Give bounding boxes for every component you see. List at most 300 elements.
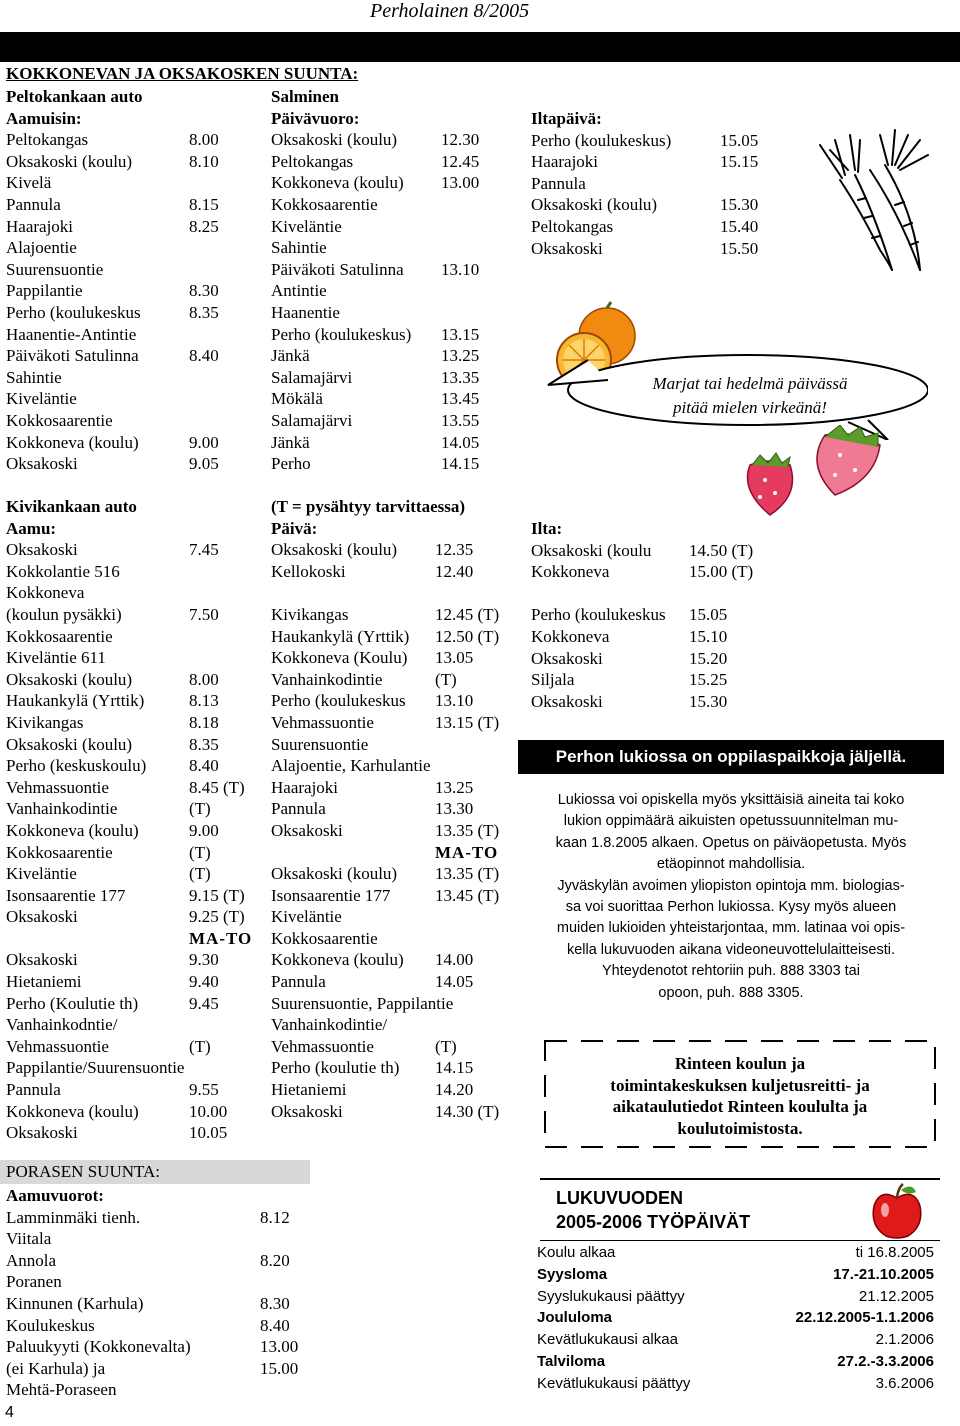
schedule-row: [271, 1036, 521, 1058]
schedule-row: [6, 280, 266, 302]
stop-name: Kiveläntie: [271, 907, 342, 927]
workday-value: ti 16.8.2005: [855, 1244, 934, 1261]
schedule-row: [6, 1036, 268, 1058]
stop-time: 8.35: [189, 302, 219, 322]
stop-time: 15.15: [720, 152, 759, 172]
column-head: [6, 86, 266, 108]
stop-time: 12.40: [435, 561, 474, 581]
workday-value: 17.-21.10.2005: [833, 1265, 934, 1283]
workday-label: Kevätlukukausi päättyy: [537, 1374, 691, 1392]
schedule-row: [271, 453, 516, 475]
workday-value: 21.12.2005: [858, 1287, 934, 1305]
stop-time: 9.05: [189, 454, 219, 474]
schedule-row: [6, 1271, 306, 1293]
stop-time: 13.05: [435, 648, 474, 668]
schedule-row: [531, 238, 791, 260]
stop-name: Oksakoski (koulu): [6, 151, 133, 171]
workdays-mid-rule: [540, 1240, 940, 1241]
stop-name: Kiveläntie 611: [6, 648, 106, 668]
schedule-row: [6, 367, 266, 389]
stop-name: Suurensuontie: [6, 259, 104, 279]
rinne-line: Rinteen koulun ja: [674, 1054, 806, 1073]
stop-name: Kivikangas: [271, 604, 349, 624]
schedule-row: [531, 216, 791, 238]
stop-name: Oksakoski: [531, 648, 603, 668]
schedule-row: [271, 885, 521, 907]
schedule-row: [271, 777, 521, 799]
stop-time: 13.15 (T): [435, 712, 500, 732]
schedule-row: [6, 1101, 268, 1123]
stop-name: Hietaniemi: [6, 972, 82, 992]
stop-time: 8.13: [189, 691, 219, 711]
schedule-row: [6, 216, 266, 238]
stop-time: 10.00: [189, 1101, 228, 1121]
schedule-row: [6, 604, 268, 626]
schedule-row: [6, 1079, 268, 1101]
stop-name: Paluukyyti (Kokkonevalta): [6, 1337, 191, 1357]
stop-time: 15.05: [689, 605, 728, 625]
stop-time: 8.00: [189, 669, 219, 689]
column-head: [6, 496, 268, 518]
stop-time: 15.30: [689, 691, 728, 711]
column-head-text: Kivikankaan auto: [6, 497, 137, 516]
stop-name: Kokkoneva (koulu): [6, 432, 139, 452]
schedule-row: [271, 151, 516, 173]
workday-row: [537, 1266, 934, 1288]
stop-time: 13.10: [441, 259, 480, 279]
stop-name: Vehmassuontie: [271, 712, 374, 732]
workday-value: 3.6.2006: [875, 1374, 934, 1392]
schedule-row: [6, 1293, 306, 1315]
schedule-row: [6, 906, 268, 928]
schedule-row: [531, 583, 791, 605]
column-subhead: [6, 518, 268, 540]
stop-name: Vanhainkodntie/: [6, 1015, 118, 1035]
stop-name: Kokkoneva (koulu): [271, 173, 404, 193]
stop-time: 14.05: [435, 972, 474, 992]
schedule-row: [6, 1336, 306, 1358]
column-subhead-text: Ilta:: [531, 519, 563, 538]
workday-row: [537, 1353, 934, 1375]
stop-name: Päiväkoti Satulinna: [6, 346, 139, 366]
column-subhead-text: Päivävuoro:: [271, 108, 360, 128]
rinne-line: toimintakeskuksen kuljetusreitti- ja: [610, 1075, 870, 1095]
stop-name: Haukankylä (Yrttik): [271, 626, 410, 646]
stop-name: Suurensuontie, Pappilantie: [271, 993, 454, 1013]
stop-name: Haarajoki: [531, 152, 599, 172]
column-head-text: Peltokankaan auto: [6, 87, 143, 106]
stop-time: 13.25: [435, 777, 474, 797]
stop-time: 8.35: [189, 734, 219, 754]
workday-row: [537, 1288, 934, 1310]
stop-time: 8.18: [189, 712, 219, 732]
stop-name: Vehmassuontie: [6, 777, 109, 797]
schedule-row: [6, 539, 268, 561]
stop-name: Oksakoski (koulu): [271, 130, 398, 150]
stop-time: 14.20: [435, 1080, 474, 1100]
schedule-row: [6, 712, 268, 734]
schedule-row: [271, 410, 516, 432]
stop-time: 13.35: [441, 367, 480, 387]
poras-table: [6, 1185, 306, 1401]
schedule-row: [6, 971, 268, 993]
schedule-row: [271, 582, 521, 604]
stop-name: Perho (koulutie th): [271, 1058, 400, 1078]
stop-time: 14.15: [441, 454, 480, 474]
stop-name: Kivikangas: [6, 712, 84, 732]
workday-label: Koulu alkaa: [537, 1244, 616, 1261]
stop-time: 13.45: [441, 389, 480, 409]
column-head: [271, 86, 516, 108]
schedule-row: [271, 842, 521, 864]
stop-time: 14.15: [435, 1058, 474, 1078]
schedule-row: [271, 949, 521, 971]
stop-name: Oksakoski: [271, 1101, 343, 1121]
schedule-row: [271, 971, 521, 993]
schedule-row: [6, 647, 268, 669]
stop-name: Vanhainkodintie: [6, 799, 118, 819]
stop-name: Kokkoneva (Koulu): [271, 648, 408, 668]
kivikangas-col1: [6, 496, 268, 1144]
stop-time: 9.00: [189, 432, 219, 452]
stop-name: Suurensuontie: [271, 734, 369, 754]
kokkoneva-col1: [6, 86, 266, 475]
schedule-row: [6, 842, 268, 864]
notice-line: kella lukuvuoden aikana videoneuvottelulaitteisesti.: [566, 941, 896, 958]
stop-name: Alajoentie, Karhulantie: [271, 756, 431, 776]
schedule-row: [271, 172, 516, 194]
schedule-row: [271, 216, 516, 238]
schedule-row: [6, 928, 268, 950]
stop-time: MA-TO: [435, 842, 499, 862]
schedule-row: [531, 604, 791, 626]
stop-name: Mehtä-Poraseen: [6, 1380, 117, 1400]
notice-line: kaan 1.8.2005 alkaen. Opetus on päiväopetusta. Myös: [555, 834, 907, 851]
stop-name: Perho (koulukeskus): [271, 324, 412, 344]
stop-name: Oksakoski (koulu): [531, 195, 658, 215]
stop-name: Jänkä: [271, 346, 310, 366]
strawberries-illustration: [730, 425, 900, 520]
stop-time: 15.20: [689, 648, 728, 668]
workday-label: Kevätlukukausi alkaa: [537, 1331, 678, 1349]
stop-name: Vanhainkodintie: [271, 669, 383, 689]
stop-time: 12.45 (T): [435, 604, 500, 624]
stop-name: Annola: [6, 1250, 57, 1270]
bubble-line2: pitää mielen virkeänä!: [673, 398, 827, 417]
stop-time: (T): [189, 1036, 211, 1056]
schedule-row: [6, 993, 268, 1015]
stop-time: 7.45: [189, 540, 219, 560]
column-subhead: [6, 108, 266, 130]
stop-time: 9.25 (T): [189, 907, 245, 927]
stop-name: Mökälä: [271, 389, 323, 409]
stop-time: (T): [435, 1036, 457, 1056]
stop-time: 15.00: [260, 1358, 299, 1378]
stop-name: Pannula: [6, 1080, 61, 1100]
publication-header: Perholainen 8/2005: [370, 0, 530, 22]
notice-line: etäopinnot mahdollisia.: [656, 856, 806, 873]
workday-label: Talviloma: [537, 1352, 606, 1370]
workday-value: 2.1.2006: [875, 1331, 934, 1349]
stop-name: Pannula: [531, 173, 586, 193]
stop-time: 8.30: [260, 1293, 290, 1313]
stop-name: Viitala: [6, 1229, 52, 1249]
schedule-row: [6, 734, 268, 756]
stop-time: 15.00 (T): [689, 562, 754, 582]
stop-name: Sahintie: [271, 238, 327, 258]
stop-name: Oksakoski: [271, 820, 343, 840]
workday-label: Joululoma: [537, 1309, 613, 1327]
stop-name: Perho (koulukeskus: [531, 605, 666, 625]
stop-name: Kiveläntie: [271, 216, 342, 236]
schedule-row: [271, 539, 521, 561]
stop-name: Kinnunen (Karhula): [6, 1293, 144, 1313]
column-subhead: [271, 108, 516, 130]
notice-line: muiden lukioiden yhteistarjontaa, mm. latinaa voi opis-: [556, 920, 906, 937]
schedule-row: [271, 690, 521, 712]
stop-name: Kokkoneva: [531, 562, 610, 582]
stop-name: Oksakoski (koulu): [271, 864, 398, 884]
stop-time: 8.25: [189, 216, 219, 236]
schedule-row: [271, 367, 516, 389]
stop-name: Perho (koulukeskus): [531, 130, 672, 150]
schedule-row: [6, 777, 268, 799]
schedule-row: [531, 194, 791, 216]
stop-name: Jänkä: [271, 432, 310, 452]
stop-time: 9.40: [189, 972, 219, 992]
kokkoneva-col3: [531, 108, 791, 259]
lukio-notice-body: [518, 790, 944, 1004]
schedule-row: [531, 691, 791, 713]
schedule-row: [271, 712, 521, 734]
stop-name: Oksakoski: [6, 950, 78, 970]
rinne-line: koulutoimistosta.: [677, 1118, 803, 1138]
stop-name: Siljala: [531, 670, 575, 690]
stop-time: 15.40: [720, 216, 759, 236]
notice-line: Jyväskylän avoimen yliopiston opintoja mm. biologias-: [557, 877, 905, 894]
stop-time: 12.35: [435, 540, 474, 560]
schedule-row: [271, 647, 521, 669]
schedule-row: [6, 1379, 306, 1401]
schedule-row: [6, 1014, 268, 1036]
rinne-box-text: [560, 1053, 920, 1139]
schedule-row: [6, 345, 266, 367]
workdays-title-line1: LUKUVUODEN: [556, 1188, 684, 1208]
schedule-row: [271, 906, 521, 928]
schedule-row: [271, 1101, 521, 1123]
stop-name: Haarajoki: [271, 777, 339, 797]
stop-time: 13.10: [435, 691, 474, 711]
stop-time: 14.50 (T): [689, 540, 754, 560]
stop-name: Vehmassuontie: [6, 1036, 109, 1056]
workday-row: [537, 1309, 934, 1331]
schedule-row: [271, 324, 516, 346]
schedule-row: [271, 259, 516, 281]
stop-name: Sahintie: [6, 367, 62, 387]
workday-label: Syysloma: [537, 1265, 608, 1283]
workdays-title: [556, 1186, 750, 1234]
schedule-row: [6, 1250, 306, 1272]
stop-time: 15.10: [689, 626, 728, 646]
stop-time: 13.00: [260, 1337, 299, 1357]
stop-name: Isonsaarentie 177: [6, 885, 126, 905]
apple-icon: [870, 1182, 924, 1240]
schedule-row: [271, 1057, 521, 1079]
stop-name: (ei Karhula) ja: [6, 1358, 106, 1378]
schedule-row: [6, 432, 266, 454]
stop-time: 13.25: [441, 346, 480, 366]
schedule-row: [6, 626, 268, 648]
workday-value: 27.2.-3.3.2006: [837, 1352, 934, 1370]
schedule-row: [6, 1057, 268, 1079]
stop-name: Oksakoski: [531, 691, 603, 711]
stop-name: Kokkosaarentie: [271, 194, 378, 214]
workdays-title-line2: 2005-2006 TYÖPÄIVÄT: [556, 1212, 751, 1232]
stop-name: Oksakoski (koulu: [531, 540, 652, 560]
stop-time: 13.15: [441, 324, 480, 344]
stop-name: Oksakoski (koulu): [271, 540, 398, 560]
speech-bubble-text: [605, 372, 895, 420]
stop-name: Kokkoneva (koulu): [6, 1101, 139, 1121]
stop-name: Perho (koulukeskus: [6, 302, 141, 322]
stop-name: Oksakoski (koulu): [6, 734, 133, 754]
column-subhead-text: Iltapäivä:: [531, 109, 602, 128]
stop-time: (T): [435, 669, 457, 689]
stop-time: 10.05: [189, 1123, 228, 1143]
stop-name: Salamajärvi: [271, 367, 353, 387]
schedule-row: [6, 237, 266, 259]
carrots-illustration: [800, 120, 950, 280]
schedule-row: [6, 259, 266, 281]
stop-time: 9.45: [189, 993, 219, 1013]
stop-name: Pannula: [271, 972, 326, 992]
stop-name: Pannula: [6, 194, 61, 214]
stop-name: Peltokangas: [531, 216, 614, 236]
schedule-row: [531, 648, 791, 670]
stop-time: 14.30 (T): [435, 1101, 500, 1121]
schedule-row: [6, 690, 268, 712]
stop-name: Kokkolantie 516: [6, 561, 120, 581]
schedule-row: [6, 129, 266, 151]
stop-time: 13.55: [441, 410, 480, 430]
schedule-row: [6, 798, 268, 820]
stop-name: Peltokangas: [271, 151, 354, 171]
stop-name: Kokkoneva (koulu): [271, 950, 404, 970]
stop-name: Perho: [271, 454, 311, 474]
stop-name: Poranen: [6, 1272, 62, 1292]
stop-name: Kivelä: [6, 173, 52, 193]
column-head: [271, 496, 521, 518]
banner-title: KULJETUKSET, AIKATAULUT, REITIT JA OHJEET jatkuu: [135, 34, 741, 59]
stop-time: 8.40: [189, 346, 219, 366]
schedule-row: [6, 1358, 306, 1380]
stop-name: Kokkosaarentie: [6, 842, 113, 862]
stop-name: Alajoentie: [6, 238, 77, 258]
schedule-row: [271, 280, 516, 302]
stop-name: (koulun pysäkki): [6, 604, 122, 624]
schedule-row: [6, 1315, 306, 1337]
stop-time: 15.30: [720, 195, 759, 215]
schedule-row: [6, 949, 268, 971]
column-subhead: [531, 108, 791, 130]
workday-row: [537, 1244, 934, 1266]
stop-name: Peltokangas: [6, 130, 89, 150]
stop-time: 14.05: [441, 432, 480, 452]
stop-time: 13.00: [441, 173, 480, 193]
lukio-notice-title: Perhon lukiossa on oppilaspaikkoja jäljellä.: [518, 740, 944, 774]
stop-name: Oksakoski: [6, 907, 78, 927]
stop-time: 13.30: [435, 799, 474, 819]
schedule-row: [6, 561, 268, 583]
kokkoneva-col2: [271, 86, 516, 475]
stop-time: 8.45 (T): [189, 777, 245, 797]
stop-name: Oksakoski: [6, 540, 78, 560]
schedule-row: [271, 1079, 521, 1101]
stop-name: Oksakoski: [6, 1123, 78, 1143]
schedule-row: [531, 173, 791, 195]
schedule-row: [6, 820, 268, 842]
schedule-row: [271, 863, 521, 885]
stop-time: 8.00: [189, 130, 219, 150]
schedule-row: [6, 885, 268, 907]
schedule-row: [6, 194, 266, 216]
bubble-line1: Marjat tai hedelmä päivässä: [652, 374, 848, 393]
stop-time: 13.45 (T): [435, 885, 500, 905]
stop-time: MA-TO: [189, 928, 253, 948]
stop-name: Oksakoski: [531, 238, 603, 258]
stop-name: Koulukeskus: [6, 1315, 95, 1335]
schedule-row: [6, 410, 266, 432]
schedule-row: [531, 540, 791, 562]
poras-section-title: PORASEN SUUNTA:: [6, 1162, 161, 1181]
notice-line: Lukiossa voi opiskella myös yksittäisiä aineita tai koko: [557, 792, 905, 808]
stop-name: Haarajoki: [6, 216, 74, 236]
workday-row: [537, 1331, 934, 1353]
stop-name: Haanentie: [271, 302, 340, 322]
workday-row: [537, 1375, 934, 1397]
schedule-row: [531, 130, 791, 152]
column-subhead-text: Päivä:: [271, 518, 318, 538]
stop-name: Haanentie-Antintie: [6, 324, 137, 344]
stop-name: Vehmassuontie: [271, 1036, 374, 1056]
stop-name: Kokkoneva: [531, 626, 610, 646]
schedule-row: [531, 626, 791, 648]
schedule-row: [271, 237, 516, 259]
stop-name: Salamajärvi: [271, 410, 353, 430]
stop-time: 9.00: [189, 820, 219, 840]
kokkoneva-section-title: KOKKONEVAN JA OKSAKOSKEN SUUNTA:: [6, 64, 359, 83]
stop-time: (T): [189, 864, 211, 884]
schedule-row: [271, 928, 521, 950]
schedule-row: [271, 432, 516, 454]
stop-time: 8.20: [260, 1250, 290, 1270]
stop-name: Pannula: [271, 799, 326, 819]
schedule-row: [6, 1207, 306, 1229]
schedule-row: [6, 151, 266, 173]
column-subhead: [271, 518, 521, 540]
stop-time: (T): [189, 842, 211, 862]
schedule-row: [271, 302, 516, 324]
stop-time: 15.05: [720, 130, 759, 150]
poras-subhead-text: Aamuvuorot:: [6, 1186, 104, 1205]
stop-time: 12.50 (T): [435, 626, 500, 646]
schedule-row: [6, 1228, 306, 1250]
stop-time: 8.10: [189, 151, 219, 171]
schedule-row: [271, 820, 521, 842]
stop-time: 7.50: [189, 604, 219, 624]
rinne-line: aikataulutiedot Rinteen koululta ja: [612, 1097, 868, 1116]
stop-time: 13.35 (T): [435, 864, 500, 884]
